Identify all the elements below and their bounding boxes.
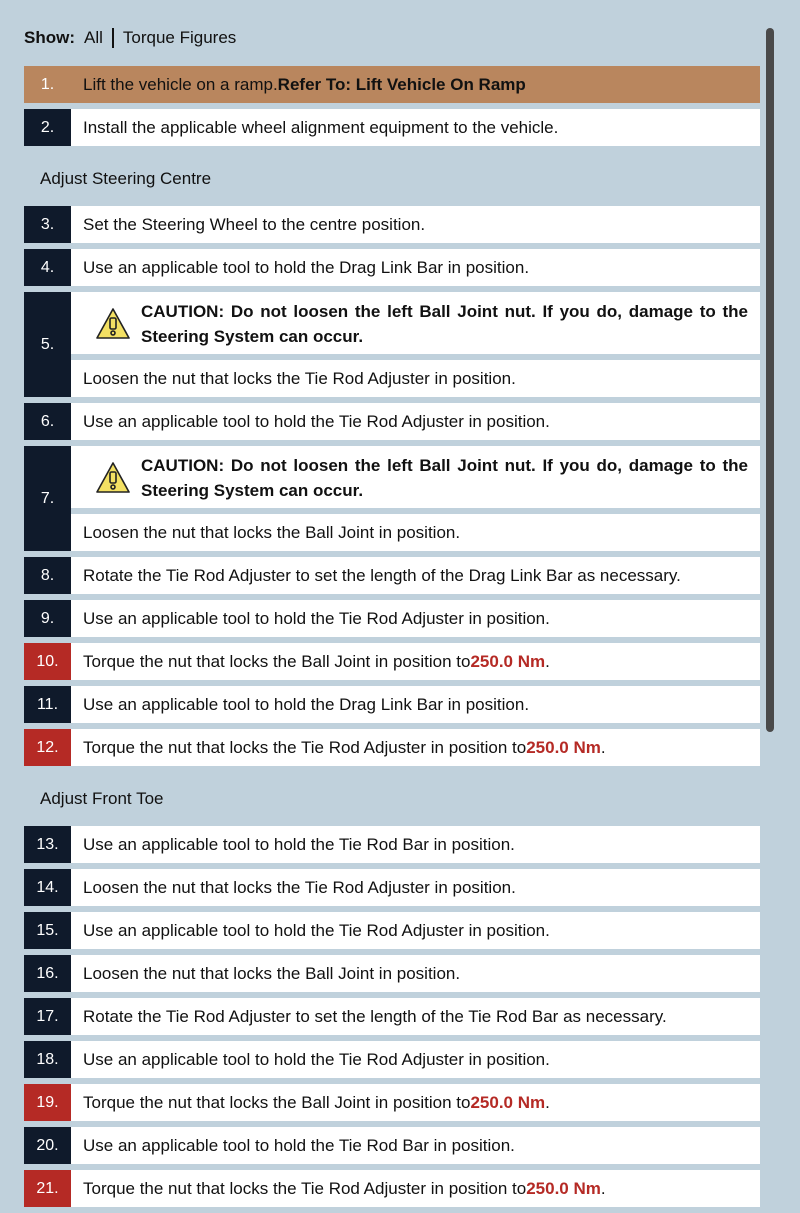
step-number: 15. [24,912,71,949]
step-text: Rotate the Tie Rod Adjuster to set the length of the Tie Rod Bar as necessary. [83,1006,667,1026]
step-text: Use an applicable tool to hold the Tie Rod Bar in position. [83,1135,515,1155]
step-row[interactable] [24,869,760,906]
step-instruction [71,1084,760,1121]
step-body [71,249,760,286]
step-row[interactable] [24,109,760,146]
step-number: 17. [24,998,71,1035]
step-body [71,826,760,863]
step-text: Torque the nut that locks the Tie Rod Adjuster in position to [83,1178,527,1198]
step-row[interactable] [24,686,760,723]
step-row[interactable] [24,249,760,286]
step-text: Loosen the nut that locks the Tie Rod Adjuster in position. [83,877,516,897]
step-body [71,643,760,680]
caution-box [71,446,760,508]
step-instruction [71,206,760,243]
step-body [71,912,760,949]
step-number: 13. [24,826,71,863]
step-text: Loosen the nut that locks the Tie Rod Adjuster in position. [83,368,516,388]
step-text: Torque the nut that locks the Ball Joint in position to [83,1092,471,1112]
step-text-tail: . [545,651,550,671]
warning-triangle-icon [95,306,131,342]
caution-text: CAUTION: Do not loosen the left Ball Joint nut. If you do, damage to the Steering System can occur. [141,456,748,500]
step-instruction [71,403,760,440]
step-number: 2. [24,109,71,146]
step-instruction [71,912,760,949]
step-row[interactable] [24,955,760,992]
torque-value: 250.0 Nm [526,737,601,757]
step-row[interactable] [24,1084,760,1121]
step-number: 9. [24,600,71,637]
step-body [71,109,760,146]
step-instruction [71,643,760,680]
step-instruction [71,360,760,397]
step-number: 12. [24,729,71,766]
step-text: Use an applicable tool to hold the Tie Rod Adjuster in position. [83,411,550,431]
step-instruction [71,998,760,1035]
section-heading: Adjust Steering Centre [40,169,212,188]
step-body [71,292,760,397]
step-body [71,1041,760,1078]
step-row[interactable] [24,66,760,103]
filter-label: Show: [24,28,75,47]
step-body [71,869,760,906]
step-text: Torque the nut that locks the Tie Rod Adjuster in position to [83,737,527,757]
step-body [71,1084,760,1121]
scrollbar[interactable] [764,24,776,1199]
step-row[interactable] [24,643,760,680]
step-number: 10. [24,643,71,680]
step-row[interactable] [24,206,760,243]
step-body [71,446,760,551]
step-number: 11. [24,686,71,723]
step-number: 20. [24,1127,71,1164]
step-row[interactable] [24,292,760,397]
step-body [71,600,760,637]
scrollbar-thumb[interactable] [766,28,774,732]
step-row[interactable] [24,826,760,863]
step-instruction [71,514,760,551]
warning-triangle-icon [95,460,131,496]
step-instruction [71,826,760,863]
step-row[interactable] [24,403,760,440]
torque-value: 250.0 Nm [470,1092,546,1112]
torque-value: 250.0 Nm [526,1178,601,1198]
step-number: 16. [24,955,71,992]
step-row[interactable] [24,729,760,766]
step-instruction [71,1041,760,1078]
step-row[interactable] [24,912,760,949]
step-number: 14. [24,869,71,906]
step-text: Use an applicable tool to hold the Tie Rod Adjuster in position. [83,608,550,628]
step-row[interactable] [24,1127,760,1164]
step-body [71,66,760,103]
step-row[interactable] [24,557,760,594]
step-body [71,686,760,723]
refer-to-link: Refer To: Lift Vehicle On Ramp [277,74,526,94]
step-instruction [71,869,760,906]
step-body [71,729,760,766]
step-text: Use an applicable tool to hold the Drag Link Bar in position. [83,257,530,277]
step-row[interactable] [24,1041,760,1078]
step-instruction [71,249,760,286]
step-text-tail: . [545,1092,550,1112]
step-text: Torque the nut that locks the Ball Joint in position to [83,651,471,671]
step-instruction [71,1127,760,1164]
step-number: 6. [24,403,71,440]
step-body [71,206,760,243]
step-instruction [71,557,760,594]
step-row[interactable] [24,1170,760,1207]
step-text: Use an applicable tool to hold the Tie Rod Adjuster in position. [83,1049,550,1069]
step-text: Loosen the nut that locks the Ball Joint in position. [83,963,461,983]
step-instruction [71,66,760,103]
filter-bar [24,26,236,50]
step-number: 18. [24,1041,71,1078]
step-body [71,955,760,992]
step-text: Loosen the nut that locks the Ball Joint in position. [83,522,461,542]
step-number: 19. [24,1084,71,1121]
step-body [71,403,760,440]
step-instruction [71,600,760,637]
step-text: Rotate the Tie Rod Adjuster to set the length of the Drag Link Bar as necessary. [83,565,681,585]
caution-box [71,292,760,354]
step-number: 4. [24,249,71,286]
step-row[interactable] [24,446,760,551]
step-text: Lift the vehicle on a ramp. [83,74,278,94]
step-number: 8. [24,557,71,594]
step-body [71,557,760,594]
step-text: Install the applicable wheel alignment equipment to the vehicle. [83,117,559,137]
torque-value: 250.0 Nm [470,651,546,671]
step-text: Use an applicable tool to hold the Tie Rod Bar in position. [83,834,515,854]
step-number: 21. [24,1170,71,1207]
step-text: Use an applicable tool to hold the Drag Link Bar in position. [83,694,530,714]
step-instruction [71,686,760,723]
section-heading: Adjust Front Toe [40,789,164,808]
step-text-tail: . [600,737,606,757]
step-number: 1. [24,66,71,103]
step-body [71,998,760,1035]
step-instruction [71,955,760,992]
caution-text: CAUTION: Do not loosen the left Ball Joint nut. If you do, damage to the Steering System can occur. [141,302,748,346]
step-row[interactable] [24,998,760,1035]
step-text: Use an applicable tool to hold the Tie Rod Adjuster in position. [83,920,550,940]
step-list [24,66,760,1213]
step-body [71,1170,760,1207]
step-instruction [71,729,760,766]
step-number: 7. [24,446,71,551]
filter-torque-figures[interactable]: Torque Figures [122,28,237,47]
filter-divider [112,28,114,48]
step-text: Set the Steering Wheel to the centre position. [83,214,426,234]
step-number: 5. [24,292,71,397]
step-number: 3. [24,206,71,243]
step-row[interactable] [24,600,760,637]
step-instruction [71,1170,760,1207]
step-text-tail: . [600,1178,606,1198]
step-instruction [71,109,760,146]
step-body [71,1127,760,1164]
filter-all[interactable]: All [84,28,103,47]
